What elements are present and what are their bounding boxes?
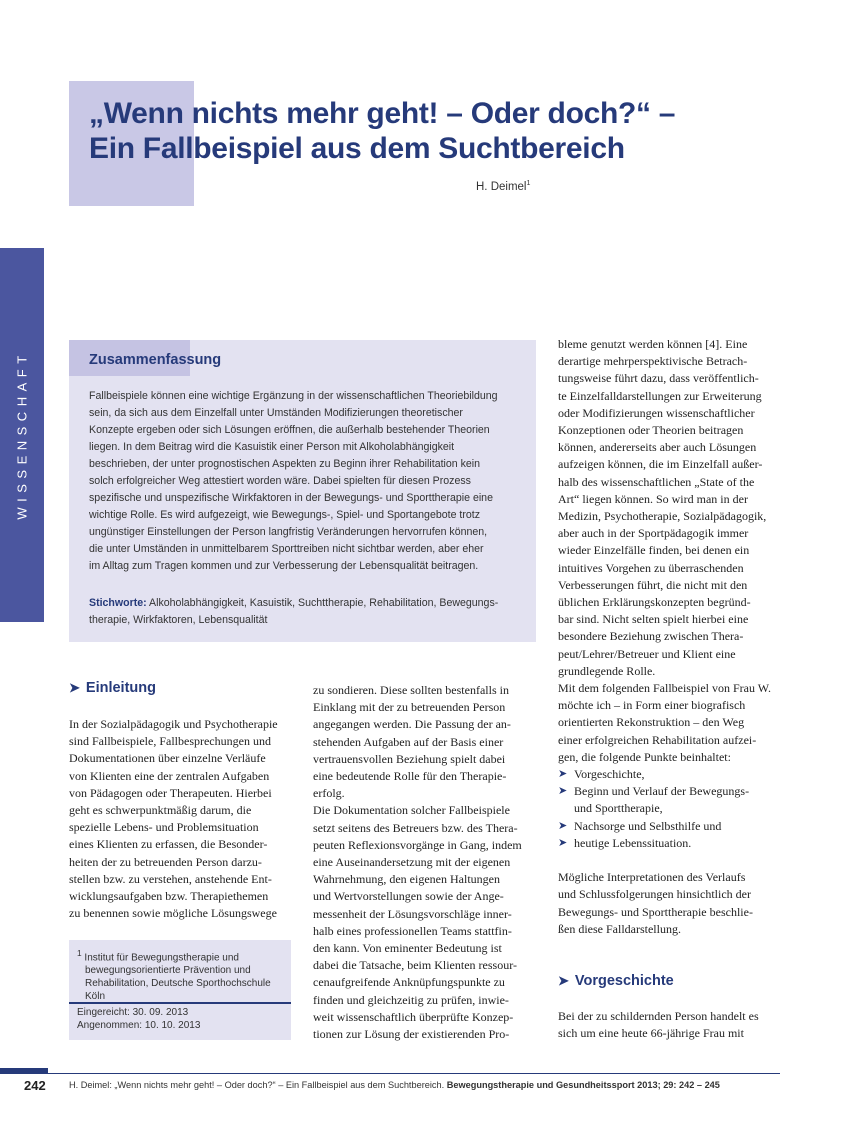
affiliation-line: bewegungsorientierte Prävention und <box>85 965 251 977</box>
abstract-line: Konzepte ergeben oder sich Lösungen eröffnen, die außerhalb bestehender Theorien <box>89 424 490 436</box>
body-line: ßen diese Falldarstellung. <box>558 921 681 936</box>
body-line: spezielle Lebens- und Problemsituation <box>69 820 259 835</box>
accepted-date: Angenommen: 10. 10. 2013 <box>77 1020 201 1031</box>
column-1 <box>69 716 291 922</box>
body-line: orientierten Rekonstruktion – den Weg <box>558 715 745 730</box>
affiliation-divider <box>69 1002 291 1004</box>
body-line: eine Auseinandersetzung mit der eigenen <box>313 855 511 870</box>
list-item-text: heutige Lebenssituation. <box>574 835 692 850</box>
body-line: halb eines professionellen Teams stattfin- <box>313 923 512 938</box>
body-line: setzt seitens des Betreuers bzw. des Thera- <box>313 820 518 835</box>
body-line: aufzeigen können, die im Einzelfall außer- <box>558 457 763 472</box>
list-item-text: Vorgeschichte, <box>574 767 645 782</box>
arrowhead-icon: ➤ <box>558 768 568 781</box>
abstract-line: wichtige Rolle. Es wird aufgezeigt, wie Bewegungs-, Spiel- und Sportangebote trotz <box>89 509 481 521</box>
heading-text: Vorgeschichte <box>574 973 674 989</box>
list-item <box>558 783 780 800</box>
footer-rule <box>48 1073 780 1074</box>
body-line: Verbesserungen führt, die nicht mit den <box>558 577 748 592</box>
body-line: Konzeptionen oder Theorien beitragen <box>558 423 744 438</box>
keywords-line <box>89 595 521 612</box>
title-line-1: „Wenn nichts mehr geht! – Oder doch?“ – <box>89 97 676 130</box>
body-line: sind Fallbeispiele, Fallbesprechungen und <box>69 734 271 749</box>
body-line: bar sind. Nicht selten spielt hierbei eine <box>558 612 749 627</box>
heading-einleitung <box>69 680 156 696</box>
body-line: oder Modifizierungen wissenschaftlicher <box>558 405 755 420</box>
arrowhead-icon: ➤ <box>558 785 568 798</box>
arrowhead-icon: ➤ <box>558 973 569 988</box>
keywords-text: Alkoholabhängigkeit, Kasuistik, Suchttherapie, Rehabilitation, Bewegungs- <box>149 597 499 609</box>
body-line: stehenden Aufgaben auf der Basis einer <box>313 734 504 749</box>
abstract-line: beschrieben, der unter prognostischen Aspekten zu Beginn ihrer Rehabilitation kein <box>89 458 481 470</box>
body-line: möchte ich – in Form einer biografisch <box>558 698 746 713</box>
body-line: tionen zur Lösung der existierenden Pro- <box>313 1027 510 1042</box>
arrowhead-icon: ➤ <box>69 680 80 695</box>
author-name: H. Deimel <box>476 180 527 193</box>
abstract-heading: Zusammenfassung <box>89 352 222 368</box>
topic-list <box>558 766 780 852</box>
footer-citation <box>69 1080 720 1090</box>
affiliation-text <box>77 947 283 1003</box>
page-number: 242 <box>24 1078 46 1093</box>
body-line: Dokumentationen über einzelne Verläufe <box>69 751 266 766</box>
body-line: und Schlussfolgerungen hinsichtlich der <box>558 887 751 902</box>
affiliation-dates <box>77 1006 200 1032</box>
body-line: stellen bzw. zu verstehen, anstehende Ent- <box>69 871 272 886</box>
keywords-label: Stichworte: <box>89 597 147 609</box>
body-line: geht es schwerpunktmäßig darum, die <box>69 803 252 818</box>
body-line: sich um eine heute 66-jährige Frau mit <box>558 1026 744 1041</box>
body-line: grundlegende Rolle. <box>558 663 656 678</box>
footer-accent-bar <box>0 1068 48 1074</box>
arrowhead-icon: ➤ <box>558 819 568 832</box>
body-line: üblichen Erklärungskonzepten begründ- <box>558 595 751 610</box>
abstract-line: ungünstiger Einstellungen der Person langfristig Veränderungen hervorrufen können, <box>89 526 488 538</box>
abstract-text <box>89 388 521 575</box>
body-line: Art“ liegen können. So wird man in der <box>558 491 748 506</box>
body-line: Medizin, Psychotherapie, Sozialpädagogik, <box>558 509 767 524</box>
paragraph-gap <box>558 852 780 869</box>
abstract-line: liegen. In dem Beitrag wird die Kasuistik einer Person mit Alkoholabhängigkeit <box>89 441 455 453</box>
body-line: intuitives Vorgehen zu überraschenden <box>558 560 744 575</box>
body-line: Die Dokumentation solcher Fallbeispiele <box>313 803 510 818</box>
list-item <box>558 818 780 835</box>
body-line: derartige mehrperspektivische Betrach- <box>558 354 748 369</box>
body-line: eines Klienten zu erfassen, die Besonder- <box>69 837 268 852</box>
list-item-text: Beginn und Verlauf der Bewegungs- <box>574 784 750 799</box>
body-line: erfolg. <box>313 786 345 801</box>
abstract-box <box>69 340 536 642</box>
body-line: te Einzelfalldarstellungen zur Erweiterung <box>558 388 762 403</box>
body-line: Mit dem folgenden Fallbeispiel von Frau W. <box>558 681 771 696</box>
body-line: Bei der zu schildernden Person handelt es <box>558 1009 759 1023</box>
heading-vorgeschichte <box>558 973 674 989</box>
keywords <box>89 595 521 629</box>
body-line: besondere Beziehung zwischen Thera- <box>558 629 744 644</box>
body-line: eine bedeutende Rolle für den Therapie- <box>313 769 507 784</box>
column-3 <box>558 336 780 938</box>
column-3-continued <box>558 1008 780 1042</box>
body-line: angegangen werden. Die Passung der an- <box>313 717 511 732</box>
body-line: wicklungsaufgaben bzw. Therapiethemen <box>69 889 269 904</box>
body-line: In der Sozialpädagogik und Psychotherapie <box>69 717 278 731</box>
list-item <box>558 766 780 783</box>
body-line: halb des wissenschaftlichen „State of the <box>558 474 755 489</box>
body-line: Wahrnehmung, den eigenen Haltungen <box>313 872 500 887</box>
body-line: von Pädagogen oder Therapeuten. Hierbei <box>69 785 272 800</box>
body-line: können, andererseits aber auch Lösungen <box>558 440 757 455</box>
affiliation-line <box>77 947 283 964</box>
body-line: heiten der zu betreuenden Person darzu- <box>69 854 262 869</box>
list-item-text: Nachsorge und Selbsthilfe und <box>574 818 722 833</box>
body-line: tungsweise führt dazu, dass veröffentlich- <box>558 371 759 386</box>
title-line-2: Ein Fallbeispiel aus dem Suchtbereich <box>89 132 625 165</box>
keywords-line: therapie, Wirkfaktoren, Lebensqualität <box>89 614 268 626</box>
section-label: WISSENSCHAFT <box>14 350 30 520</box>
citation-text: H. Deimel: „Wenn nichts mehr geht! – Oder doch?“ – Ein Fallbeispiel aus dem Suchtbereich. <box>69 1080 445 1090</box>
author-footnote-ref: 1 <box>526 180 531 187</box>
article-title <box>89 96 729 166</box>
body-line: peuten Reflexionsvorgänge in Gang, indem <box>313 837 522 852</box>
affiliation-line: Köln <box>85 991 106 1003</box>
journal-reference: Bewegungstherapie und Gesundheitssport 2013; 29: 242 – 245 <box>446 1080 720 1090</box>
heading-text: Einleitung <box>85 680 156 696</box>
body-line: bleme genutzt werden können [4]. Eine <box>558 337 748 351</box>
abstract-line: Fallbeispiele können eine wichtige Ergänzung in der wissenschaftlichen Theoriebildung <box>89 390 498 402</box>
affiliation-ref: 1 <box>77 948 82 958</box>
body-line: zu benennen sowie mögliche Lösungswege <box>69 906 277 921</box>
abstract-line: die unter Umständen in unmittelbarem Sporttreiben nicht sichtbar werden, aber eher <box>89 543 484 555</box>
body-line: vertrauensvollen Beziehung spielt dabei <box>313 751 506 766</box>
body-line: messenheit der Lösungsvorschläge inner- <box>313 906 512 921</box>
body-line: weit wissenschaftlich überprüfte Konzep- <box>313 1009 514 1024</box>
body-line: von Klienten eine der zentralen Aufgaben <box>69 768 270 783</box>
body-line: einer erfolgreichen Rehabilitation aufzei- <box>558 732 757 747</box>
abstract-line: solch erfolgreicher Weg attestiert worden wäre. Dabei spielten für diesen Prozess <box>89 475 471 487</box>
body-line: cenaufgreifende Anknüpfungspunkte zu <box>313 975 505 990</box>
body-line: finden und gleichzeitig zu prüfen, inwie- <box>313 992 509 1007</box>
body-line: wieder Einzelfälle finden, bei denen ein <box>558 543 750 558</box>
body-line: den kann. Von eminenter Bedeutung ist <box>313 941 502 956</box>
body-line: gen, die folgende Punkte beinhaltet: <box>558 749 731 764</box>
abstract-line: spezifische und unspezifische Wirkfaktoren in der Bewegungs- und Sporttherapie eine <box>89 492 493 504</box>
body-line: Einklang mit der zu betreuenden Person <box>313 700 506 715</box>
abstract-line: sein, da sich aus dem Einzelfall unter Umständen Modifizierungen theoretischer <box>89 407 463 419</box>
author <box>476 180 530 193</box>
list-item <box>558 835 780 852</box>
affiliation-box <box>69 940 291 1040</box>
body-line: aber auch in der Sportpädagogik immer <box>558 526 749 541</box>
column-2 <box>313 682 536 1043</box>
abstract-line: im Alltag zum Tragen kommen und zur Verbesserung der Lebensqualität beitragen. <box>89 560 479 572</box>
arrowhead-icon: ➤ <box>558 836 568 849</box>
body-line: peut/Lehrer/Betreuer und Klient eine <box>558 646 736 661</box>
list-item-continuation: und Sporttherapie, <box>574 801 663 816</box>
body-line: Bewegungs- und Sporttherapie beschlie- <box>558 904 753 919</box>
body-line: und Wertvorstellungen sowie der Ange- <box>313 889 504 904</box>
received-date: Eingereicht: 30. 09. 2013 <box>77 1007 189 1018</box>
affiliation-line-text: Institut für Bewegungstherapie und <box>84 952 239 964</box>
body-line: dabei die Tatsache, beim Klienten ressour- <box>313 958 517 973</box>
affiliation-line: Rehabilitation, Deutsche Sporthochschule <box>85 978 271 990</box>
body-line: zu sondieren. Diese sollten bestenfalls in <box>313 683 509 697</box>
body-line: Mögliche Interpretationen des Verlaufs <box>558 870 746 885</box>
